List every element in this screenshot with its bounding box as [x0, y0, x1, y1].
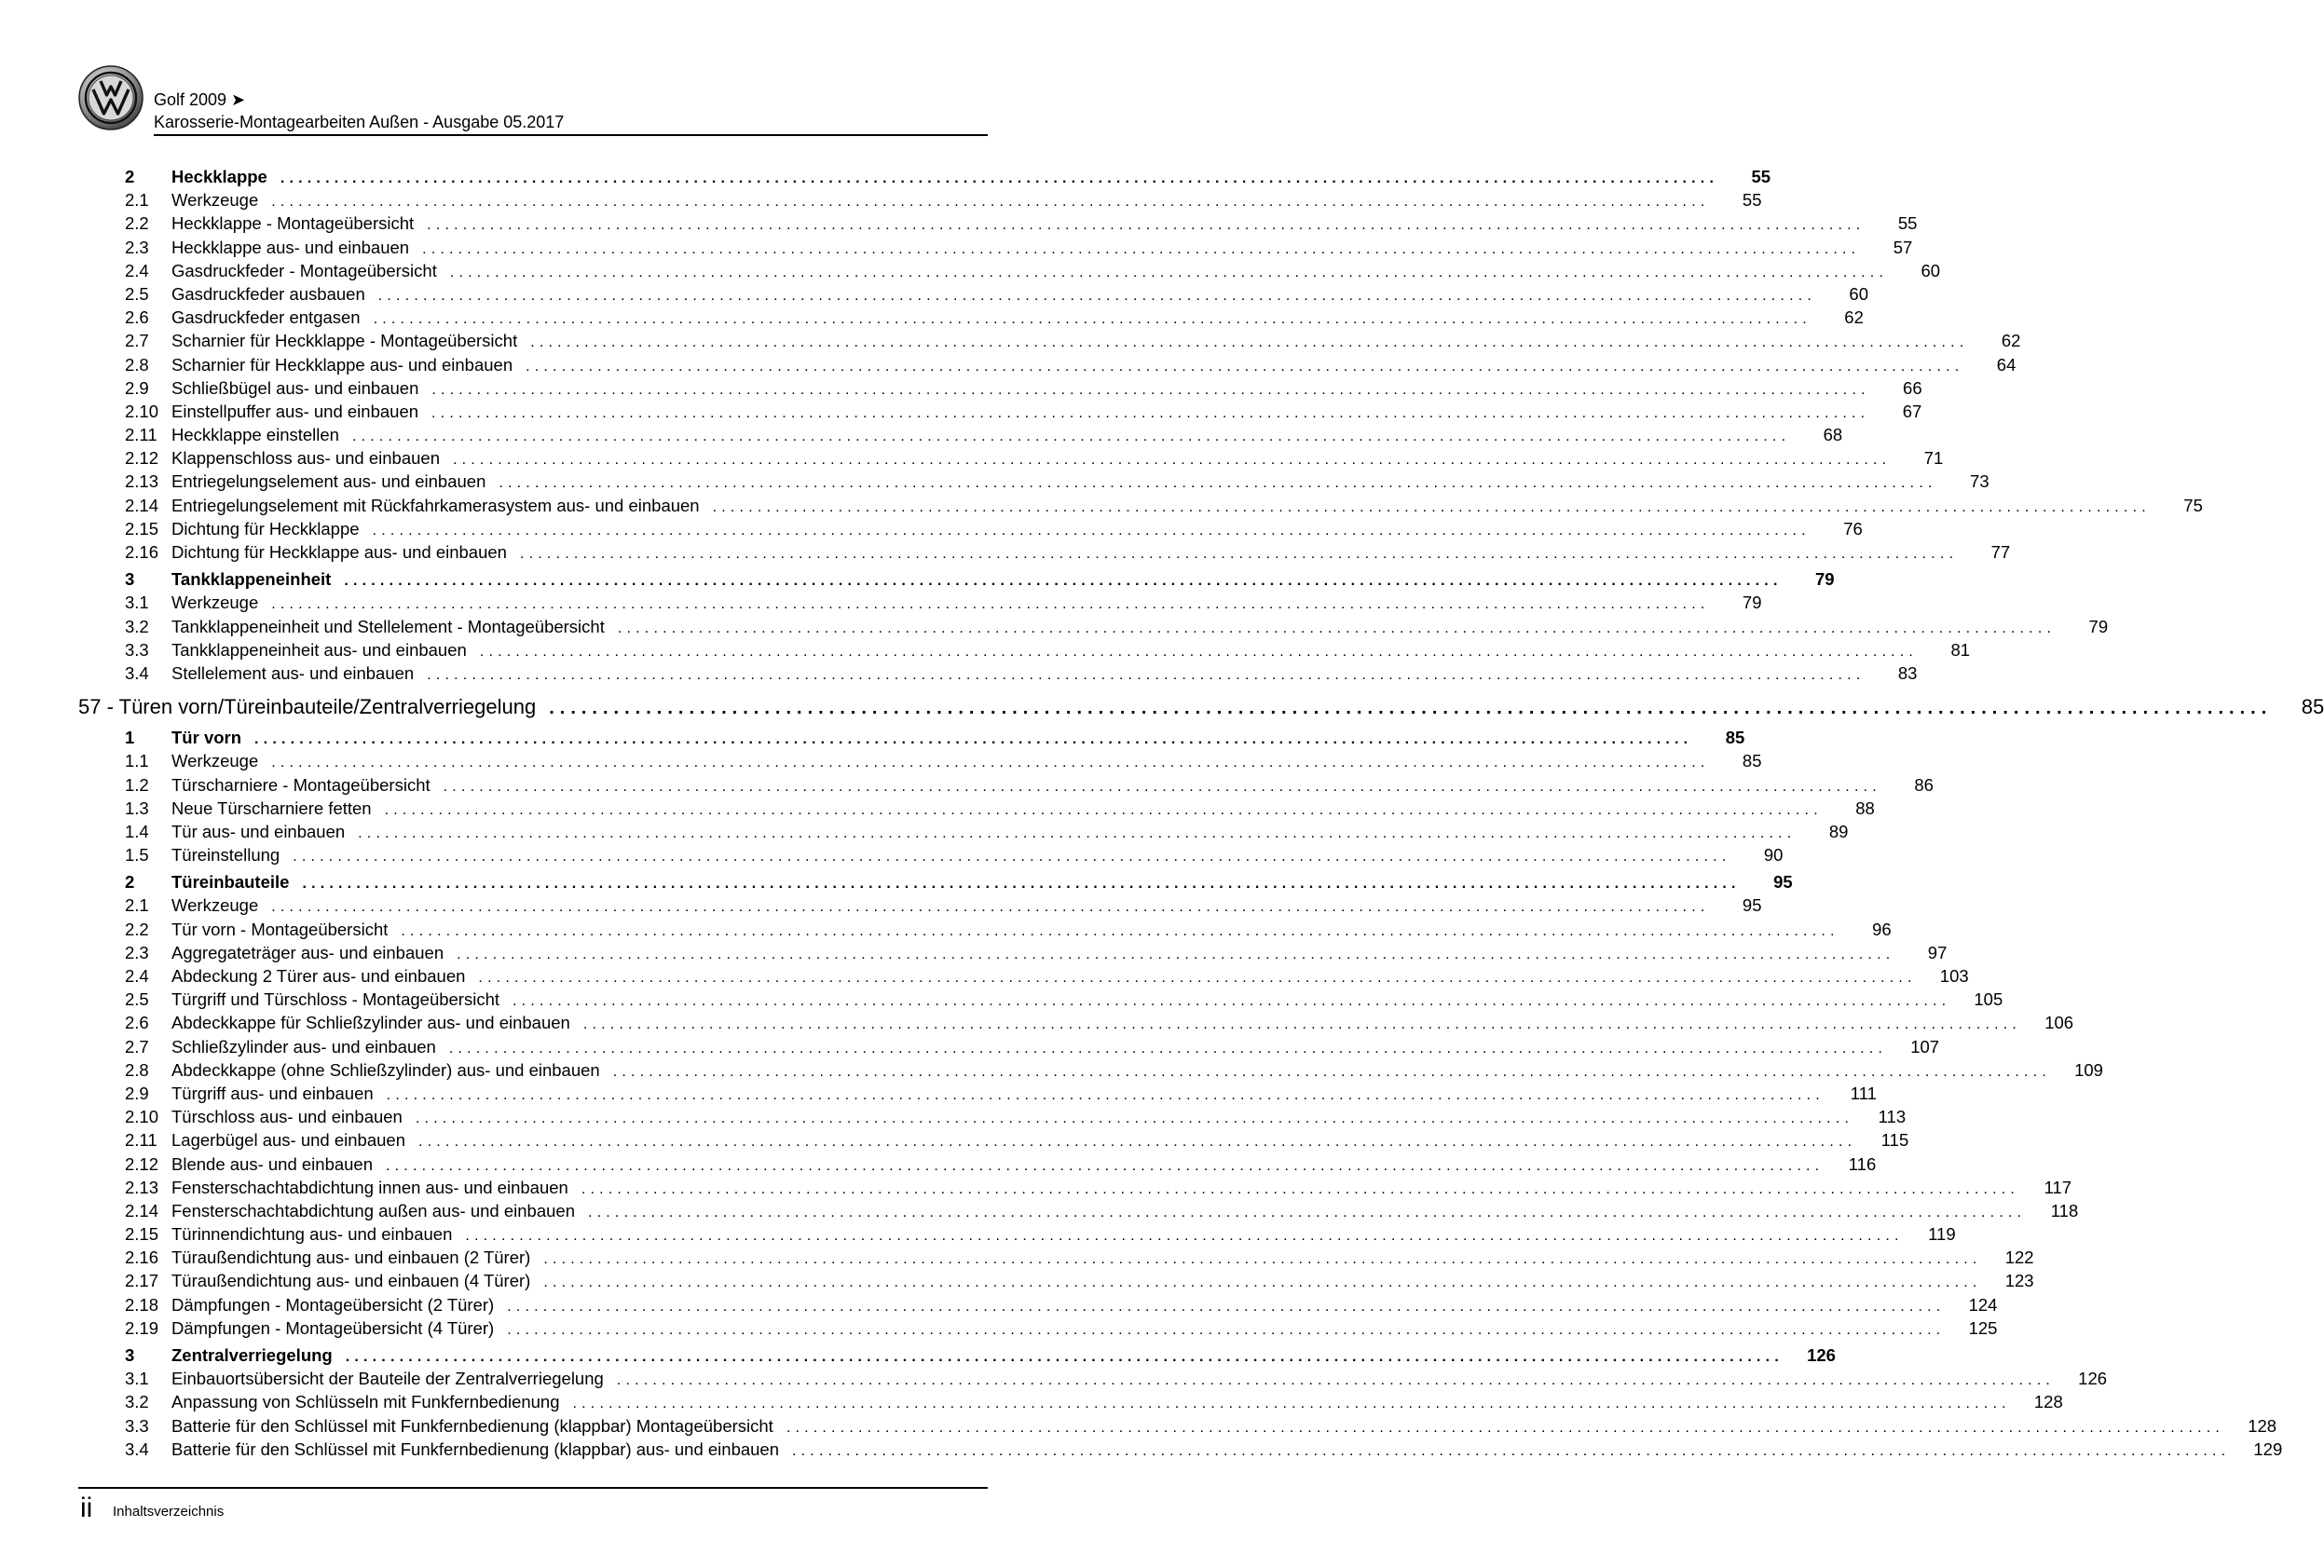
toc-entry-title: Türeinbauteile: [171, 872, 290, 893]
toc-entry-page: 122: [2004, 1248, 2034, 1268]
toc-dot-leader: ................................................................................................................................................................: [513, 993, 1951, 1010]
toc-entry-title: Scharnier für Heckklappe - Montageübersicht: [171, 331, 518, 351]
toc-entry-page: 64: [1996, 354, 2016, 375]
toc-dot-leader: ................................................................................................................................................................: [254, 731, 1693, 748]
toc-entry-number: 2.18: [125, 1294, 159, 1315]
toc-entry-title: Werkzeuge: [171, 895, 259, 916]
toc-subsection[interactable]: [78, 1176, 2072, 1199]
toc-subsection[interactable]: [78, 1367, 2108, 1390]
toc-entry-title: Gasdruckfeder - Montageübersicht: [171, 260, 437, 280]
toc-entry-page: 88: [1855, 798, 1875, 818]
toc-dot-leader: ................................................................................................................................................................: [293, 849, 1731, 866]
toc-entry-number: 2.7: [125, 331, 149, 351]
toc-entry-title: Werkzeuge: [171, 593, 259, 613]
toc-entry-page: 95: [1742, 895, 1762, 916]
toc-section[interactable]: [78, 165, 1771, 188]
toc-subsection[interactable]: [78, 259, 1941, 282]
toc-entry-title: Tür vorn - Montageübersicht: [171, 919, 389, 939]
toc-entry-title: Heckklappe: [171, 167, 267, 186]
toc-dot-leader: ................................................................................................................................................................: [543, 1275, 1982, 1291]
toc-entry-title: Zentralverriegelung: [171, 1345, 333, 1365]
toc-entry-title: Fensterschachtabdichtung innen aus- und einbauen: [171, 1177, 568, 1197]
header-divider: [154, 134, 988, 136]
footer-section-label: Inhaltsverzeichnis: [113, 1504, 225, 1520]
toc-entry-title: Dämpfungen - Montageübersicht (4 Türer): [171, 1317, 495, 1338]
toc-entry-page: 107: [1910, 1036, 1940, 1057]
toc-dot-leader: ................................................................................................................................................................: [507, 1298, 1946, 1315]
toc-dot-leader: ................................................................................................................................................................: [358, 825, 1797, 841]
toc-dot-leader: ................................................................................................................................................................: [372, 522, 1811, 539]
toc-dot-leader: ................................................................................................................................................................: [401, 922, 1839, 939]
toc-entry-title: Blende aus- und einbauen: [171, 1153, 374, 1174]
toc-subsection[interactable]: [78, 893, 1762, 917]
toc-dot-leader: ................................................................................................................................................................: [572, 1396, 2011, 1412]
toc-subsection[interactable]: [78, 423, 1843, 446]
toc-entry-number: 2.1: [125, 895, 149, 916]
toc-entry-page: 97: [1927, 942, 1948, 962]
toc-entry-title: Entriegelungselement aus- und einbauen: [171, 471, 486, 492]
toc-subsection[interactable]: [78, 1105, 1907, 1128]
toc-entry-title: Heckklappe - Montageübersicht: [171, 213, 415, 234]
toc-dot-leader: ................................................................................................................................................................: [271, 755, 1710, 771]
toc-entry-page: 75: [2183, 495, 2203, 515]
toc-entry-page: 103: [1939, 966, 1969, 986]
toc-entry-number: 2.13: [125, 471, 159, 492]
toc-subsection[interactable]: [78, 1082, 1877, 1105]
toc-entry-title: Heckklappe aus- und einbauen: [171, 237, 410, 257]
toc-entry-title: Dichtung für Heckklappe: [171, 518, 360, 539]
toc-entry-number: 3.3: [125, 639, 149, 660]
toc-subsection[interactable]: [78, 540, 2011, 564]
toc-entry-title: Türgriff aus- und einbauen: [171, 1083, 374, 1103]
toc-entry-page: 60: [1921, 260, 1941, 280]
toc-entry-page: 60: [1849, 283, 1868, 304]
toc-entry-title: Lagerbügel aus- und einbauen: [171, 1130, 405, 1151]
toc-dot-leader: ................................................................................................................................................................: [588, 1204, 2027, 1220]
toc-entry-number: 3: [125, 569, 135, 590]
toc-dot-leader: ................................................................................................................................................................: [344, 573, 1783, 590]
toc-entry-number: 3.1: [125, 593, 149, 613]
toc-subsection[interactable]: [78, 1414, 2277, 1438]
toc-subsection[interactable]: [78, 1316, 1998, 1340]
toc-subsection[interactable]: [78, 661, 1918, 685]
toc-entry-title: Gasdruckfeder ausbauen: [171, 283, 365, 304]
toc-entry-number: 2.12: [125, 448, 159, 469]
toc-subsection[interactable]: [78, 211, 1918, 235]
table-of-contents: [78, 161, 2324, 1461]
page-header: [78, 65, 988, 136]
toc-entry-page: 55: [1897, 213, 1918, 234]
toc-entry-page: 71: [1923, 448, 1944, 469]
toc-entry-page: 79: [1742, 593, 1762, 613]
toc-entry-title: Türgriff und Türschloss - Montageübersicht: [171, 989, 500, 1010]
toc-entry-page: 95: [1773, 872, 1793, 893]
toc-entry-page: 55: [1751, 167, 1771, 186]
toc-entry-page: 118: [2050, 1200, 2079, 1220]
toc-dot-leader: ................................................................................................................................................................: [526, 358, 1964, 375]
toc-entry-number: 2.2: [125, 919, 149, 939]
toc-subsection[interactable]: [78, 964, 1969, 988]
toc-entry-page: 109: [2074, 1059, 2103, 1080]
toc-dot-leader: ................................................................................................................................................................: [479, 643, 1919, 660]
toc-entry-title: Dämpfungen - Montageübersicht (2 Türer): [171, 1294, 495, 1315]
toc-subsection[interactable]: [78, 797, 1875, 820]
toc-entry-number: 3: [125, 1345, 135, 1365]
toc-entry-title: Klappenschloss aus- und einbauen: [171, 448, 440, 469]
toc-entry-number: 2.10: [125, 401, 159, 421]
toc-entry-title: Abdeckkappe (ohne Schließzylinder) aus- und einbauen: [171, 1059, 600, 1080]
toc-dot-leader: ................................................................................................................................................................: [384, 801, 1823, 818]
toc-subsection[interactable]: [78, 749, 1762, 772]
toc-entry-number: 1.1: [125, 751, 149, 771]
toc-subsection[interactable]: [78, 1222, 1956, 1246]
toc-subsection[interactable]: [78, 1035, 1940, 1058]
toc-dot-leader: ................................................................................................................................................................: [549, 698, 2273, 719]
toc-dot-leader: ................................................................................................................................................................: [478, 970, 1917, 986]
toc-entry-title: Tür aus- und einbauen: [171, 821, 346, 841]
toc-dot-leader: ................................................................................................................................................................: [431, 404, 1870, 421]
toc-entry-number: 2.19: [125, 1317, 159, 1338]
toc-entry-title: Stellelement aus- und einbauen: [171, 662, 415, 683]
toc-dot-leader: ................................................................................................................................................................: [386, 1086, 1825, 1103]
toc-entry-number: 2.10: [125, 1107, 159, 1127]
toc-subsection[interactable]: [78, 1128, 1909, 1152]
toc-dot-leader: ................................................................................................................................................................: [431, 381, 1870, 398]
toc-entry-title: Entriegelungselement mit Rückfahrkamerasystem aus- und einbauen: [171, 495, 700, 515]
toc-entry-title: Abdeckkappe für Schließzylinder aus- und einbauen: [171, 1013, 570, 1033]
toc-entry-number: 2.13: [125, 1177, 159, 1197]
toc-subsection[interactable]: [78, 517, 1863, 540]
toc-entry-page: 73: [1970, 471, 1989, 492]
toc-entry-page: 115: [1880, 1130, 1909, 1151]
toc-entry-number: 2.11: [125, 1130, 157, 1151]
toc-entry-page: 66: [1903, 377, 1922, 398]
toc-entry-page: 85: [1725, 728, 1745, 748]
toc-entry-page: 86: [1914, 774, 1934, 795]
toc-subsection[interactable]: [78, 306, 1864, 329]
toc-entry-number: 2.6: [125, 1013, 149, 1033]
toc-entry-number: 2.6: [125, 307, 149, 328]
footer-page-number: ii: [80, 1493, 93, 1523]
toc-entry-page: 119: [1928, 1224, 1956, 1245]
toc-dot-leader: ................................................................................................................................................................: [427, 217, 1866, 234]
toc-entry-page: 105: [1974, 989, 2003, 1010]
toc-entry-title: Tankklappeneinheit und Stellelement - Montageübersicht: [171, 616, 605, 636]
toc-dot-leader: ................................................................................................................................................................: [443, 778, 1881, 795]
toc-dot-leader: ................................................................................................................................................................: [345, 1349, 1784, 1365]
toc-entry-title: Batterie für den Schlüssel mit Funkfernbedienung (klappbar) Montageübersicht: [171, 1415, 773, 1436]
toc-dot-leader: ................................................................................................................................................................: [377, 287, 1816, 304]
toc-dot-leader: ................................................................................................................................................................: [271, 596, 1710, 613]
toc-entry-title: Werkzeuge: [171, 751, 259, 771]
toc-dot-leader: ................................................................................................................................................................: [302, 876, 1741, 893]
toc-subsection[interactable]: [78, 1152, 1877, 1176]
toc-subsection[interactable]: [78, 236, 1913, 259]
toc-subsection[interactable]: [78, 1438, 2283, 1461]
toc-entry-page: 77: [1990, 542, 2011, 562]
toc-entry-page: 90: [1763, 845, 1784, 866]
toc-subsection[interactable]: [78, 941, 1948, 964]
toc-entry-number: 2.3: [125, 942, 149, 962]
toc-entry-page: 116: [1848, 1153, 1877, 1174]
toc-entry-title: Türeinstellung: [171, 845, 280, 866]
toc-entry-number: 2.14: [125, 1200, 159, 1220]
toc-entry-number: 3.2: [125, 616, 149, 636]
toc-entry-page: 81: [1950, 639, 1971, 660]
toc-subsection[interactable]: [78, 988, 2003, 1011]
toc-entry-title: Werkzeuge: [171, 190, 259, 211]
toc-entry-number: 2.17: [125, 1271, 159, 1291]
toc-dot-leader: ................................................................................................................................................................: [351, 429, 1791, 445]
toc-dot-leader: ................................................................................................................................................................: [507, 1321, 1946, 1338]
toc-subsection[interactable]: [78, 446, 1944, 470]
toc-dot-leader: ................................................................................................................................................................: [373, 311, 1811, 328]
toc-entry-number: 3.4: [125, 1438, 149, 1459]
toc-subsection[interactable]: [78, 843, 1784, 866]
toc-entry-page: 111: [1850, 1083, 1877, 1103]
toc-entry-number: 3.4: [125, 662, 149, 683]
toc-dot-leader: ................................................................................................................................................................: [465, 1228, 1904, 1245]
toc-entry-title: Einstellpuffer aus- und einbauen: [171, 401, 419, 421]
toc-dot-leader: ................................................................................................................................................................: [519, 546, 1959, 562]
toc-entry-number: 3.2: [125, 1392, 149, 1412]
toc-entry-number: 2: [125, 167, 135, 186]
toc-entry-number: 3.1: [125, 1369, 149, 1389]
toc-dot-leader: ................................................................................................................................................................: [582, 1016, 2022, 1033]
toc-entry-title: Tankklappeneinheit: [171, 569, 332, 590]
toc-entry-number: 2.5: [125, 283, 149, 304]
toc-entry-page: 117: [2044, 1177, 2072, 1197]
toc-entry-page: 128: [2248, 1415, 2277, 1436]
toc-entry-title: Schließbügel aus- und einbauen: [171, 377, 419, 398]
toc-entry-number: 3.3: [125, 1415, 149, 1436]
toc-entry-title: Batterie für den Schlüssel mit Funkfernbedienung (klappbar) aus- und einbauen: [171, 1438, 780, 1459]
toc-subsection[interactable]: [78, 1390, 2063, 1413]
toc-entry-number: 2: [125, 872, 135, 893]
toc-entry-page: 85: [1742, 751, 1762, 771]
toc-dot-leader: ................................................................................................................................................................: [453, 452, 1892, 469]
toc-entry-title: Aggregateträger aus- und einbauen: [171, 942, 444, 962]
toc-entry-title: Tankklappeneinheit aus- und einbauen: [171, 639, 467, 660]
toc-dot-leader: ................................................................................................................................................................: [792, 1442, 2231, 1459]
toc-entry-title: Dichtung für Heckklappe aus- und einbauen: [171, 542, 507, 562]
toc-entry-title: Scharnier für Heckklappe aus- und einbauen: [171, 354, 513, 375]
toc-dot-leader: ................................................................................................................................................................: [271, 194, 1710, 211]
toc-entry-page: 76: [1843, 518, 1863, 539]
toc-dot-leader: ................................................................................................................................................................: [612, 1063, 2051, 1080]
toc-entry-number: 2.5: [125, 989, 149, 1010]
toc-dot-leader: ................................................................................................................................................................: [786, 1419, 2225, 1436]
toc-entry-page: 106: [2044, 1013, 2074, 1033]
toc-entry-number: 2.15: [125, 1224, 159, 1245]
toc-entry-number: 2.15: [125, 518, 159, 539]
toc-dot-leader: ................................................................................................................................................................: [271, 899, 1710, 916]
toc-dot-leader: ................................................................................................................................................................: [499, 475, 1937, 492]
toc-entry-number: 2.16: [125, 1248, 159, 1268]
toc-entry-number: 1.3: [125, 798, 149, 818]
toc-subsection[interactable]: [78, 1199, 2079, 1222]
toc-dot-leader: ................................................................................................................................................................: [617, 620, 2057, 636]
toc-entry-number: 2.16: [125, 542, 159, 562]
toc-entry-title: Gasdruckfeder entgasen: [171, 307, 361, 328]
toc-entry-number: 2.7: [125, 1036, 149, 1057]
toc-entry-number: 2.14: [125, 495, 159, 515]
toc-entry-title: Tür vorn: [171, 728, 242, 748]
toc-entry-page: 68: [1823, 425, 1843, 445]
toc-subsection[interactable]: [78, 494, 2203, 517]
toc-dot-leader: ................................................................................................................................................................: [448, 1040, 1888, 1057]
toc-entry-number: 2.8: [125, 354, 149, 375]
document-title: Golf 2009 ➤: [154, 90, 246, 109]
toc-dot-leader: ................................................................................................................................................................: [530, 334, 1969, 351]
toc-dot-leader: ................................................................................................................................................................: [418, 1134, 1857, 1151]
toc-dot-leader: ................................................................................................................................................................: [616, 1372, 2056, 1389]
toc-dot-leader: ................................................................................................................................................................: [280, 170, 1719, 186]
toc-entry-title: Anpassung von Schlüsseln mit Funkfernbedienung: [171, 1392, 560, 1412]
toc-subsection[interactable]: [78, 1246, 2034, 1269]
toc-entry-title: Türaußendichtung aus- und einbauen (4 Türer): [171, 1271, 531, 1291]
toc-entry-title: Abdeckung 2 Türer aus- und einbauen: [171, 966, 466, 986]
toc-entry-title: Türscharniere - Montageübersicht: [171, 774, 431, 795]
toc-subsection[interactable]: [78, 1269, 2034, 1292]
toc-entry-page: 113: [1878, 1107, 1907, 1127]
toc-entry-number: 2.4: [125, 260, 149, 280]
toc-entry-page: 129: [2253, 1438, 2283, 1459]
toc-subsection[interactable]: [78, 282, 1868, 306]
toc-entry-number: 2.2: [125, 213, 149, 234]
toc-entry-number: 1.5: [125, 845, 149, 866]
toc-entry-number: 2.9: [125, 1083, 149, 1103]
toc-subsection[interactable]: [78, 400, 1922, 423]
toc-entry-title: Türschloss aus- und einbauen: [171, 1107, 403, 1127]
toc-dot-leader: ................................................................................................................................................................: [415, 1111, 1854, 1127]
toc-entry-number: 2.9: [125, 377, 149, 398]
toc-entry-page: 124: [1968, 1294, 1998, 1315]
toc-entry-number: 1: [125, 728, 135, 748]
toc-dot-leader: ................................................................................................................................................................: [581, 1180, 2020, 1197]
toc-subsection[interactable]: [78, 638, 1971, 661]
toc-entry-page: 89: [1828, 821, 1849, 841]
toc-entry-title: Fensterschachtabdichtung außen aus- und einbauen: [171, 1200, 575, 1220]
toc-entry-title: 57 - Türen vorn/Türeinbauteile/Zentralverriegelung: [78, 695, 537, 719]
toc-subsection[interactable]: [78, 820, 1849, 843]
toc-section[interactable]: [78, 726, 1745, 749]
toc-subsection[interactable]: [78, 329, 2021, 352]
toc-entry-page: 128: [2033, 1392, 2063, 1412]
toc-entry-page: 125: [1968, 1317, 1998, 1338]
toc-section[interactable]: [78, 870, 1793, 893]
toc-dot-leader: ................................................................................................................................................................: [427, 666, 1866, 683]
toc-entry-page: 57: [1893, 237, 1913, 257]
toc-entry-number: 2.3: [125, 237, 149, 257]
toc-entry-page: 85: [2301, 695, 2324, 719]
document-subtitle: Karosserie-Montagearbeiten Außen - Ausgabe 05.2017: [154, 113, 565, 131]
toc-subsection[interactable]: [78, 773, 1934, 797]
toc-subsection[interactable]: [78, 918, 1892, 941]
toc-entry-title: Türinnendichtung aus- und einbauen: [171, 1224, 453, 1245]
toc-entry-title: Heckklappe einstellen: [171, 425, 339, 445]
toc-dot-leader: ................................................................................................................................................................: [457, 946, 1895, 962]
toc-subsection[interactable]: [78, 1011, 2074, 1034]
toc-dot-leader: ................................................................................................................................................................: [422, 240, 1861, 257]
toc-entry-page: 67: [1902, 401, 1922, 421]
toc-entry-number: 1.2: [125, 774, 149, 795]
vw-logo-icon: [78, 65, 144, 130]
toc-subsection[interactable]: [78, 470, 1989, 493]
toc-entry-page: 55: [1742, 190, 1762, 211]
toc-entry-page: 126: [2078, 1369, 2108, 1389]
toc-entry-number: 2.1: [125, 190, 149, 211]
toc-dot-leader: ................................................................................................................................................................: [386, 1157, 1825, 1174]
toc-entry-page: 62: [2001, 331, 2021, 351]
toc-dot-leader: ................................................................................................................................................................: [543, 1251, 1982, 1268]
toc-entry-page: 96: [1872, 919, 1892, 939]
toc-entry-number: 1.4: [125, 821, 149, 841]
toc-entry-page: 79: [1815, 569, 1835, 590]
toc-entry-title: Neue Türscharniere fetten: [171, 798, 372, 818]
toc-subsection[interactable]: [78, 188, 1762, 211]
toc-subsection[interactable]: [78, 591, 1762, 614]
toc-entry-page: 123: [2004, 1271, 2034, 1291]
toc-subsection[interactable]: [78, 353, 2016, 376]
toc-subsection[interactable]: [78, 615, 2109, 638]
toc-subsection[interactable]: [78, 1058, 2103, 1082]
toc-entry-title: Schließzylinder aus- und einbauen: [171, 1036, 436, 1057]
toc-chapter[interactable]: [78, 692, 2324, 722]
toc-dot-leader: ................................................................................................................................................................: [449, 264, 1889, 280]
toc-subsection[interactable]: [78, 1293, 1998, 1316]
toc-entry-number: 2.11: [125, 425, 157, 445]
toc-entry-page: 62: [1844, 307, 1864, 328]
toc-entry-page: 126: [1807, 1345, 1836, 1365]
toc-entry-number: 2.12: [125, 1153, 159, 1174]
toc-section[interactable]: [78, 1343, 1836, 1367]
toc-section[interactable]: [78, 567, 1835, 591]
toc-entry-number: 2.8: [125, 1059, 149, 1080]
toc-subsection[interactable]: [78, 376, 1922, 400]
toc-entry-title: Türaußendichtung aus- und einbauen (2 Türer): [171, 1248, 531, 1268]
toc-entry-number: 2.4: [125, 966, 149, 986]
toc-entry-page: 83: [1897, 662, 1918, 683]
toc-dot-leader: ................................................................................................................................................................: [712, 498, 2151, 515]
toc-entry-page: 79: [2088, 616, 2109, 636]
toc-entry-title: Einbauortsübersicht der Bauteile der Zentralverriegelung: [171, 1369, 604, 1389]
footer-divider: [78, 1487, 988, 1489]
